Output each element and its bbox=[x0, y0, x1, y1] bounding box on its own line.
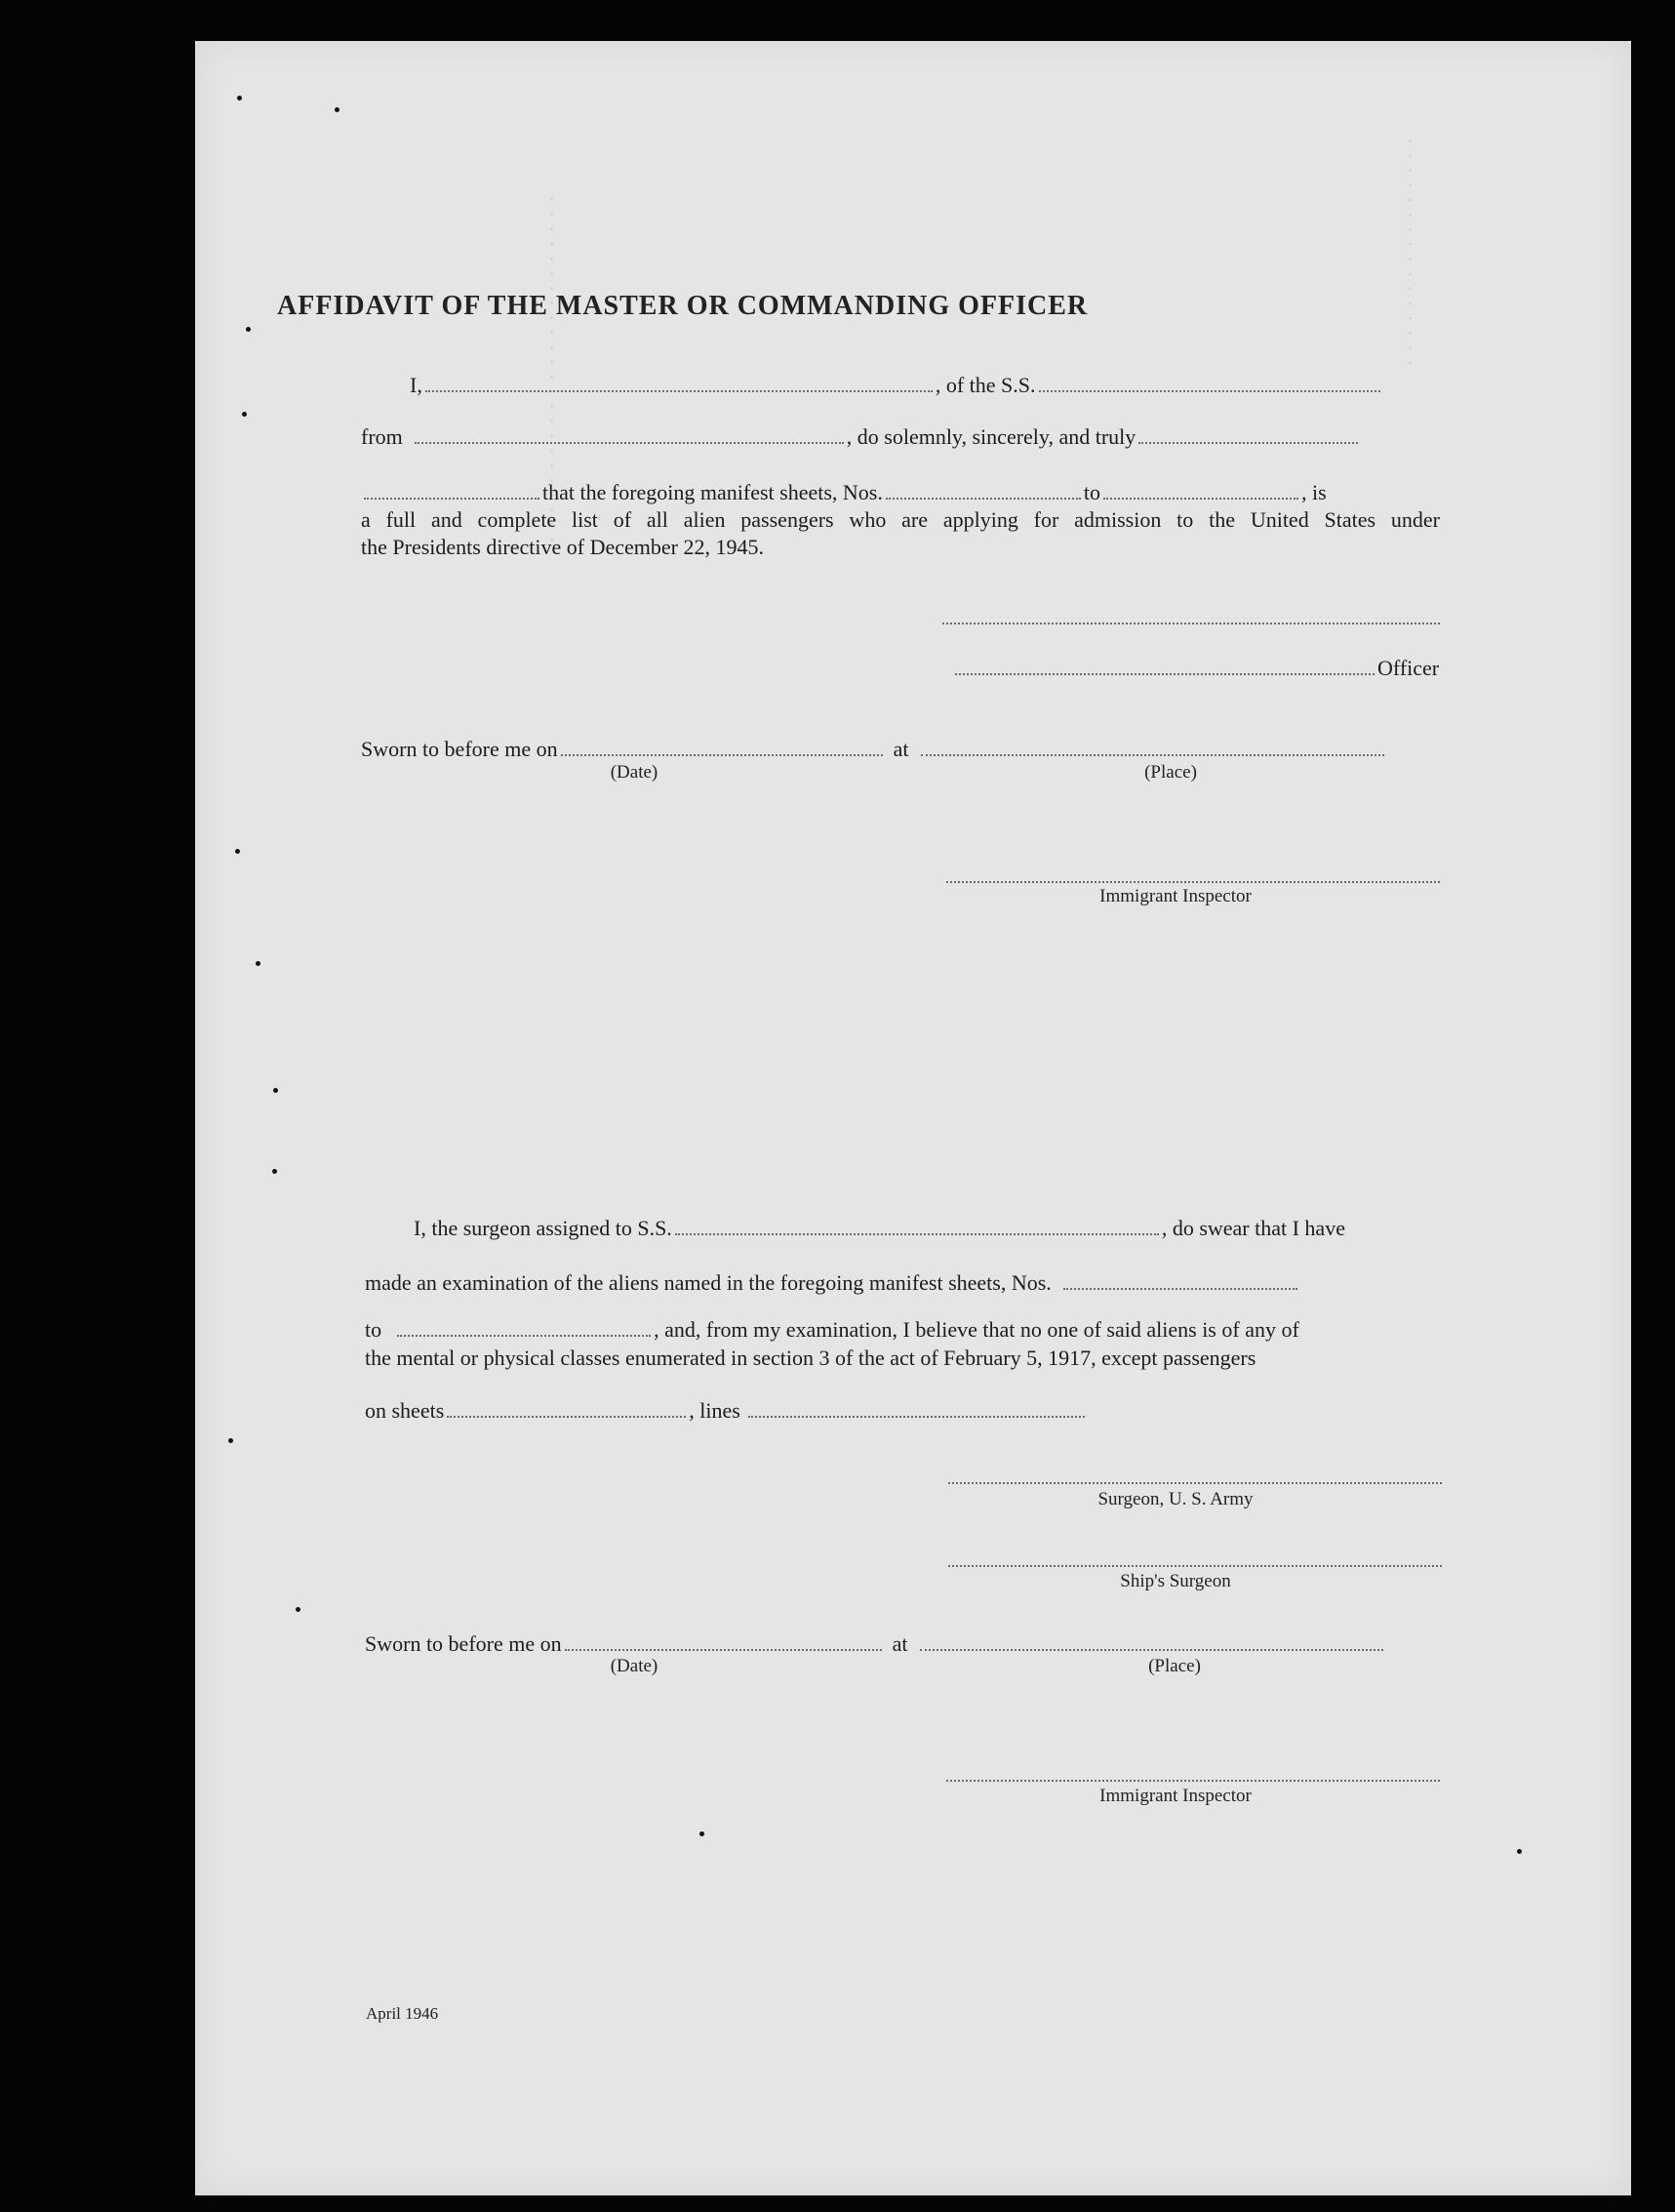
surgeon-sworn-place-field[interactable] bbox=[920, 1649, 1383, 1651]
master-ship-field[interactable] bbox=[1039, 390, 1380, 392]
swear-continued-field[interactable] bbox=[364, 498, 539, 500]
surgeon-assigned-label: I, the surgeon assigned to S.S. bbox=[414, 1216, 672, 1240]
master-line-5: the Presidents directive of December 22, 1945. bbox=[361, 535, 764, 559]
to-label: to bbox=[1083, 480, 1100, 504]
paper-speck bbox=[246, 327, 251, 332]
army-surgeon-caption: Surgeon, U. S. Army bbox=[1097, 1489, 1254, 1509]
sworn-label: Sworn to before me on bbox=[361, 737, 558, 761]
paper-speck bbox=[296, 1607, 300, 1612]
surgeon-at-label: at bbox=[892, 1631, 908, 1656]
surgeon-line-2 bbox=[365, 1270, 1300, 1296]
surgeon-line-3 bbox=[365, 1317, 1299, 1343]
master-name-field[interactable] bbox=[425, 390, 933, 392]
do-swear-label: , do swear that I have bbox=[1161, 1216, 1345, 1240]
sworn-date-field[interactable] bbox=[561, 754, 883, 756]
master-line-3 bbox=[361, 480, 1327, 505]
surgeon-place-caption: (Place) bbox=[1148, 1656, 1201, 1676]
place-caption: (Place) bbox=[1144, 762, 1197, 783]
bleed-through-text: · · · · · · · · · · · · · · · · bbox=[1396, 137, 1424, 368]
surgeon-sworn-line bbox=[365, 1631, 1386, 1657]
of-ss-label: , of the S.S. bbox=[935, 373, 1036, 397]
master-line-4: a full and complete list of all alien passengers who are applying for admission to the United States under bbox=[361, 507, 1440, 532]
paper-speck bbox=[228, 1438, 233, 1443]
on-sheets-label: on sheets bbox=[365, 1398, 445, 1423]
paper-speck bbox=[1517, 1849, 1522, 1854]
inspector-signature-line[interactable] bbox=[946, 881, 1440, 883]
lines-label: , lines bbox=[689, 1398, 740, 1423]
master-signature-line[interactable] bbox=[942, 623, 1440, 624]
surgeon-to-label: to bbox=[365, 1317, 382, 1342]
surgeon-ship-field[interactable] bbox=[675, 1233, 1159, 1235]
sworn-place-field[interactable] bbox=[921, 754, 1384, 756]
surgeon-sworn-date-field[interactable] bbox=[565, 1649, 882, 1651]
master-sworn-line bbox=[361, 737, 1387, 762]
officer-line bbox=[952, 656, 1439, 681]
exam-sheets-to-field[interactable] bbox=[397, 1335, 651, 1337]
except-lines-field[interactable] bbox=[748, 1416, 1085, 1418]
officer-signature-field[interactable] bbox=[955, 673, 1375, 675]
sheets-to-field[interactable] bbox=[1103, 498, 1298, 500]
surgeon-sworn-label: Sworn to before me on bbox=[365, 1631, 562, 1656]
exam-sheets-from-field[interactable] bbox=[1063, 1288, 1297, 1290]
paper-speck bbox=[235, 849, 240, 854]
surgeon-inspector-signature-line[interactable] bbox=[946, 1780, 1440, 1782]
paper-speck bbox=[272, 1169, 277, 1174]
sheets-from-field[interactable] bbox=[886, 498, 1081, 500]
master-line-2 bbox=[361, 424, 1361, 450]
date-caption: (Date) bbox=[610, 762, 658, 783]
master-i-label: I, bbox=[410, 373, 422, 397]
master-line-1 bbox=[410, 373, 1383, 398]
ship-surgeon-caption: Ship's Surgeon bbox=[1120, 1571, 1231, 1591]
form-date: April 1946 bbox=[366, 2004, 439, 2023]
bleed-through-text: · · · · · · · · · · · · · · · · · · · · · · · · bbox=[538, 195, 566, 544]
inspector-caption: Immigrant Inspector bbox=[1099, 886, 1252, 906]
from-port-field[interactable] bbox=[415, 442, 844, 444]
swear-field[interactable] bbox=[1138, 442, 1358, 444]
surgeon-line-4: the mental or physical classes enumerated in section 3 of the act of February 5, 1917, except passengers bbox=[365, 1346, 1256, 1370]
affidavit-title: AFFIDAVIT OF THE MASTER OR COMMANDING OFFICER bbox=[277, 291, 1089, 321]
solemnly-label: , do solemnly, sincerely, and truly bbox=[846, 424, 1137, 449]
at-label: at bbox=[893, 737, 909, 761]
officer-label: Officer bbox=[1377, 656, 1440, 680]
surgeon-line-1 bbox=[414, 1216, 1345, 1241]
paper-speck bbox=[335, 107, 339, 112]
surgeon-line-5 bbox=[365, 1398, 1088, 1424]
surgeon-date-caption: (Date) bbox=[610, 1656, 658, 1676]
foregoing-label: that the foregoing manifest sheets, Nos. bbox=[542, 480, 883, 504]
paper-speck bbox=[699, 1831, 704, 1836]
from-label: from bbox=[361, 424, 403, 449]
examination-label: made an examination of the aliens named in the foregoing manifest sheets, Nos. bbox=[365, 1270, 1052, 1295]
surgeon-inspector-caption: Immigrant Inspector bbox=[1099, 1786, 1252, 1806]
examination-belief-label: , and, from my examination, I believe that no one of said aliens is of any of bbox=[654, 1317, 1299, 1342]
is-label: , is bbox=[1301, 480, 1327, 504]
paper-speck bbox=[256, 961, 260, 966]
paper-speck bbox=[242, 412, 247, 417]
army-surgeon-signature-line[interactable] bbox=[948, 1482, 1442, 1484]
paper-speck bbox=[237, 96, 242, 101]
paper-speck bbox=[273, 1088, 278, 1093]
except-sheets-field[interactable] bbox=[447, 1416, 686, 1418]
ship-surgeon-signature-line[interactable] bbox=[948, 1565, 1442, 1567]
